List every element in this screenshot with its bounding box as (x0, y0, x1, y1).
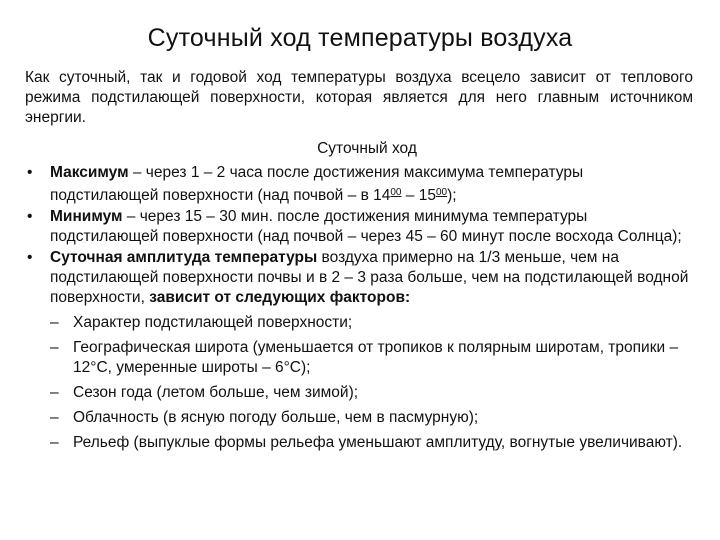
factor-item: – Облачность (в ясную погоду больше, чем в пасмурную); (50, 408, 695, 428)
intro-paragraph: Как суточный, так и годовой ход температуры воздуха всецело зависит от теплового режима подстилающей поверхности, которая является для него главным источником энергии. (25, 69, 693, 126)
maximum-superscript-2: 00 (435, 187, 448, 198)
bullet-maximum (25, 163, 695, 206)
maximum-term: Максимум (50, 164, 129, 181)
factor-item: – Рельеф (выпуклые формы рельефа уменьшают амплитуду, вогнутые увеличивают). (50, 433, 695, 453)
factor-list (50, 313, 695, 453)
minimum-text: – через 15 – 30 мин. после достижения минимума температуры подстилающей поверхности (над почвой – через 45 – 60 минут после восхода Солнца); (50, 208, 682, 245)
slide-title: Суточный ход температуры воздуха (147, 24, 573, 52)
maximum-superscript-1: 00 (390, 187, 402, 198)
bullet-amplitude (25, 248, 695, 453)
bullet-minimum (25, 207, 695, 247)
amplitude-text: воздуха примерно на 1/3 меньше, чем на подстилающей поверхности почвы и в 2 – 3 раза больше, чем на подстилающей водной поверхности, (50, 249, 689, 306)
factor-item: – Географическая широта (уменьшается от тропиков к полярным широтам, тропики – 12°С, умеренные широты – 6°С); (50, 338, 695, 378)
maximum-text-before: – через 1 – 2 часа после достижения максимума температуры подстилающей поверхности (над почвой – в 14 (50, 164, 584, 204)
maximum-text-after: ); (447, 187, 457, 204)
factor-item: – Сезон года (летом больше, чем зимой); (50, 383, 695, 403)
amplitude-term: Суточная амплитуда температуры (50, 249, 318, 266)
subheading: Суточный ход (317, 140, 417, 157)
minimum-term: Минимум (50, 208, 123, 225)
bullet-list (25, 163, 695, 453)
maximum-text-mid: – 15 (401, 187, 436, 204)
factor-item: – Характер подстилающей поверхности; (50, 313, 695, 333)
amplitude-factors-term: зависит от следующих факторов: (149, 289, 411, 306)
